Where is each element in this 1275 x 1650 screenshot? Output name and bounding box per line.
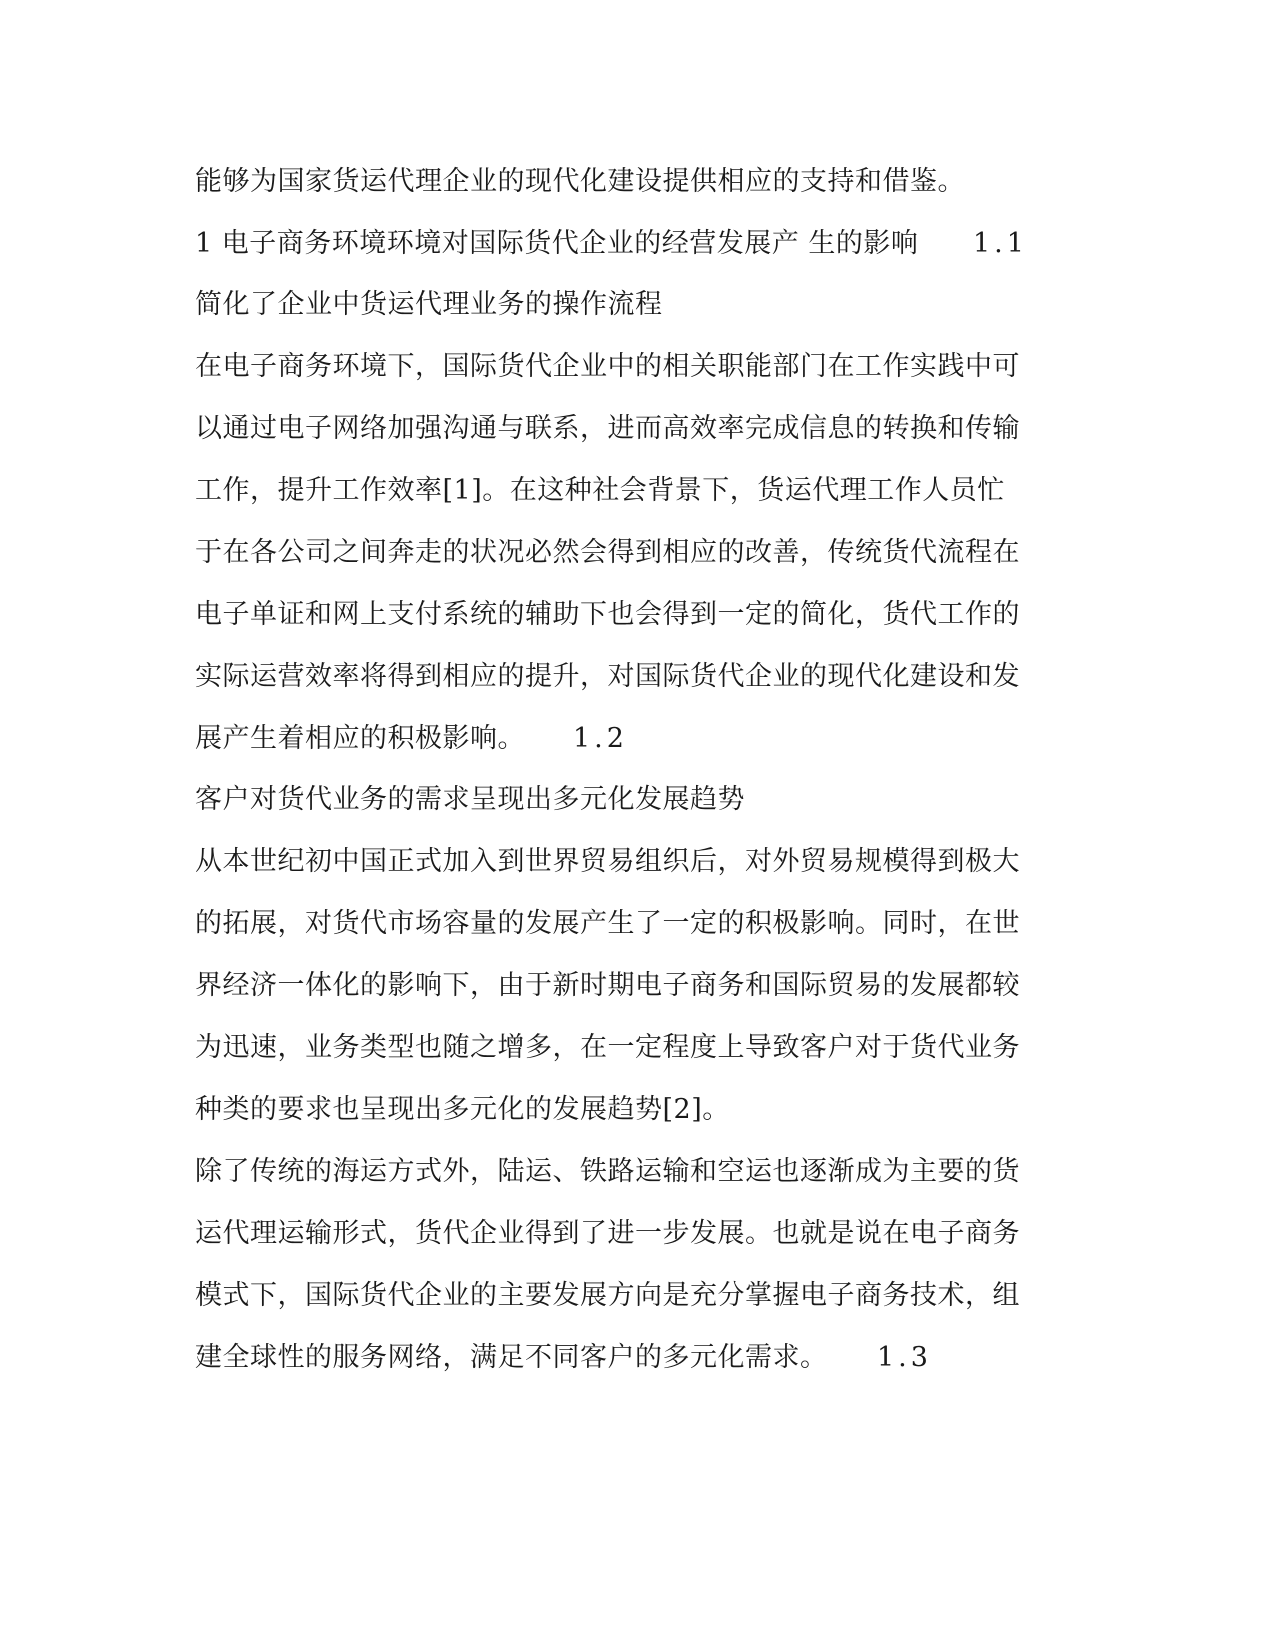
text-line: 界经济一体化的影响下，由于新时期电子商务和国际贸易的发展都较 xyxy=(195,970,1020,1001)
text-line: 的拓展，对货代市场容量的发展产生了一定的积极影响。同时，在世 xyxy=(195,908,1020,939)
text-line: 实际运营效率将得到相应的提升，对国际货代企业的现代化建设和发 xyxy=(195,661,1020,692)
section-number: 1.3 xyxy=(877,1342,932,1373)
text-line: 种类的要求也呈现出多元化的发展趋势[2]。 xyxy=(195,1094,730,1125)
subsection-title-line: 简化了企业中货运代理业务的操作流程 xyxy=(195,289,663,320)
text-line: 在电子商务环境下，国际货代企业中的相关职能部门在工作实践中可 xyxy=(195,351,1020,382)
text-line: 能够为国家货运代理企业的现代化建设提供相应的支持和借鉴。 xyxy=(195,166,965,197)
text-line: 模式下，国际货代企业的主要发展方向是充分掌握电子商务技术，组 xyxy=(195,1280,1020,1311)
text-line: 展产生着相应的积极影响。 xyxy=(195,723,525,754)
text-line: 从本世纪初中国正式加入到世界贸易组织后，对外贸易规模得到极大 xyxy=(195,846,1020,877)
text-line: 以通过电子网络加强沟通与联系，进而高效率完成信息的转换和传输 xyxy=(195,413,1020,444)
section-heading-line: 1 电子商务环境环境对国际货代企业的经营发展产 生的影响 xyxy=(195,228,919,259)
text-line: 为迅速，业务类型也随之增多，在一定程度上导致客户对于货代业务 xyxy=(195,1032,1020,1063)
text-line: 除了传统的海运方式外，陆运、铁路运输和空运也逐渐成为主要的货 xyxy=(195,1156,1020,1187)
section-number: 1.1 xyxy=(973,228,1028,259)
text-line: 电子单证和网上支付系统的辅助下也会得到一定的简化，货代工作的 xyxy=(195,599,1020,630)
subsection-title-line: 客户对货代业务的需求呈现出多元化发展趋势 xyxy=(195,784,745,815)
text-line: 工作，提升工作效率[1]。在这种社会背景下，货运代理工作人员忙 xyxy=(195,475,1005,506)
text-line: 建全球性的服务网络，满足不同客户的多元化需求。 xyxy=(195,1342,828,1373)
section-number: 1.2 xyxy=(573,723,628,754)
text-line: 运代理运输形式，货代企业得到了进一步发展。也就是说在电子商务 xyxy=(195,1218,1020,1249)
text-line: 于在各公司之间奔走的状况必然会得到相应的改善，传统货代流程在 xyxy=(195,537,1020,568)
